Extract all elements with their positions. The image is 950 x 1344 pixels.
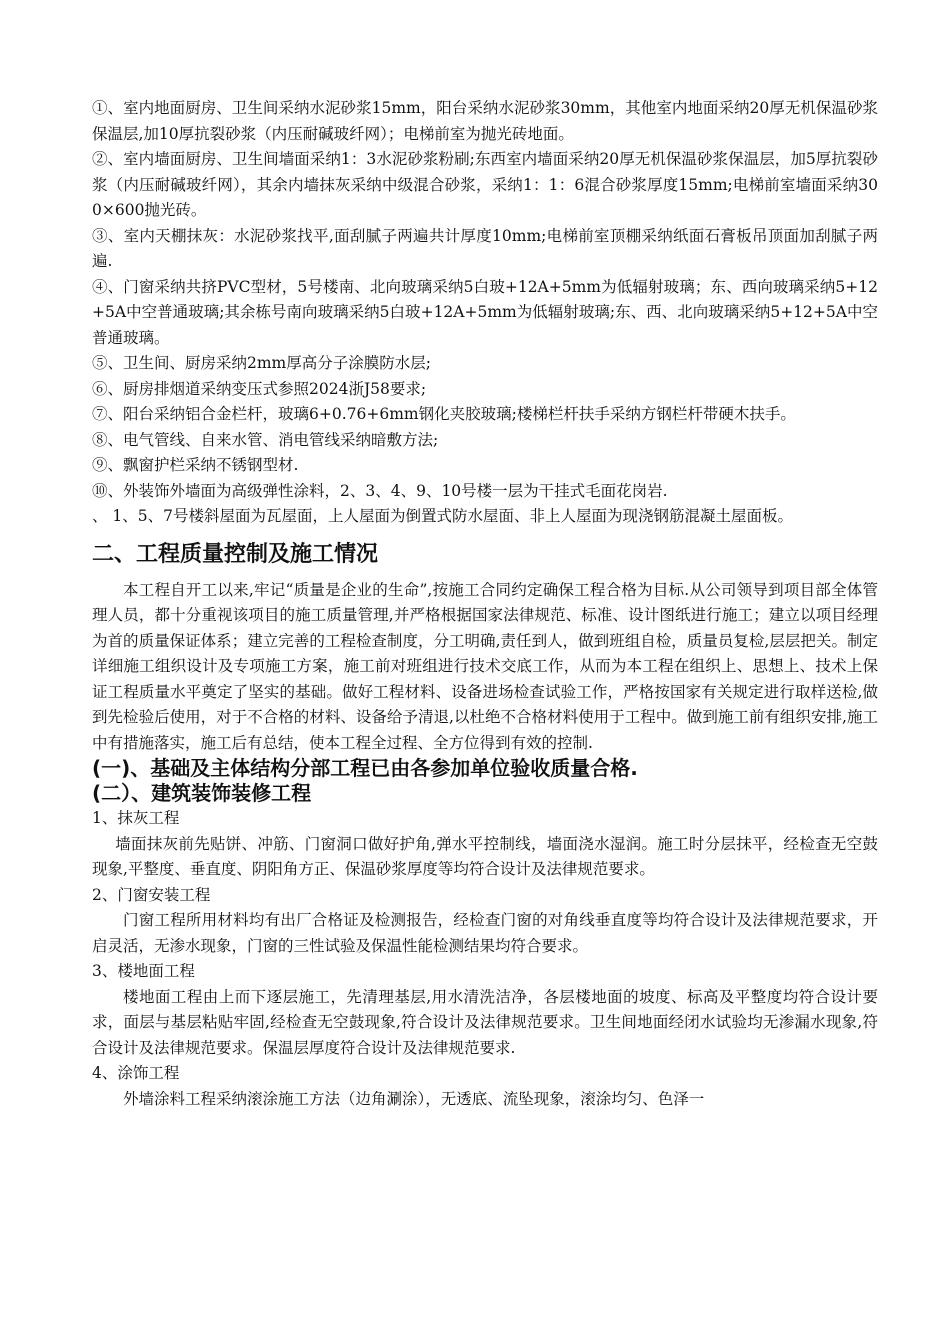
list-item: ①、室内地面厨房、卫生间采纳水泥砂浆15mm，阳台采纳水泥砂浆30mm，其他室内地面采纳20厚无机保温砂浆保温层,加10厚抗裂砂浆（内压耐碱玻纤网）；电梯前室为抛光砖地面。 <box>92 99 878 143</box>
list-item: ⑦、阳台采纳铝合金栏杆，玻璃6+0.76+6mm钢化夹胶玻璃;楼梯栏杆扶手采纳方钢栏杆带硬木扶手。 <box>92 405 796 423</box>
list-item: 、 1、5、7号楼斜屋面为瓦屋面，上人屋面为倒置式防水屋面、非上人屋面为现浇钢筋混凝土屋面板。 <box>92 507 794 525</box>
list-item: ②、室内墙面厨房、卫生间墙面采纳1：3水泥砂浆粉刷;东西室内墙面采纳20厚无机保温砂浆保温层，加5厚抗裂砂浆（内压耐碱玻纤网），其余内墙抹灰采纳中级混合砂浆，采纳1：1：6混合砂浆厚度15mm;电梯前室墙面采纳300×600抛光砖。 <box>92 150 878 219</box>
section-heading: 二、工程质量控制及施工情况 <box>92 541 379 567</box>
document-page <box>92 96 878 1112</box>
list-item: ⑨、飘窗护栏采纳不锈钢型材. <box>92 456 299 474</box>
list-item: ⑥、厨房排烟道采纳变压式参照2024浙J58要求; <box>92 379 427 398</box>
item-body: 门窗工程所用材料均有出厂合格证及检测报告，经检查门窗的对角线垂直度等均符合设计及法律规范要求，开启灵活，无渗水现象，门窗的三性试验及保温性能检测结果均符合要求。 <box>92 911 878 955</box>
subsection-heading-decoration: (二）、建筑装饰装修工程 <box>92 781 312 805</box>
item-body: 墙面抹灰前先贴饼、冲筋、门窗洞口做好护角,弹水平控制线，墙面浇水湿润。施工时分层抹平，经检查无空鼓现象,平整度、垂直度、阴阳角方正、保温砂浆厚度等均符合设计及法律规范要求。 <box>92 834 878 878</box>
list-item: ③、室内天棚抹灰：水泥砂浆找平,面刮腻子两遍共计厚度10mm;电梯前室顶棚采纳纸面石膏板吊顶面加刮腻子两遍. <box>92 226 878 270</box>
list-item: ④、门窗采纳共挤PVC型材，5号楼南、北向玻璃采纳5白玻+12A+5mm为低辐射玻璃；东、西向玻璃采纳5+12+5A中空普通玻璃;其余栋号南向玻璃采纳5白玻+12A+5mm为低辐射玻璃;东、西、北向玻璃采纳5+12+5A中空普通玻璃。 <box>92 277 878 347</box>
item-title: 2、门窗安装工程 <box>92 885 211 904</box>
item-body: 外墙涂料工程采纳滚涂施工方法（边角涮涂），无透底、流坠现象，滚涂均匀、色泽一 <box>123 1089 705 1108</box>
list-item: ⑩、外装饰外墙面为高级弹性涂料，2、3、4、9、10号楼一层为干挂式毛面花岗岩. <box>92 481 668 500</box>
subsection-heading-foundation: (一)、基础及主体结构分部工程已由各参加单位验收质量合格. <box>92 756 638 780</box>
item-title: 1、抹灰工程 <box>92 809 180 827</box>
section-intro-paragraph: 本工程自开工以来,牢记“质量是企业的生命”,按施工合同约定确保工程合格为目标.从公司领导到项目部全体管理人员，都十分重视该项目的施工质量管理,并严格根据国家法律规范、标准、设计图纸进行施工；建立以项目经理为首的质量保证体系；建立完善的工程检查制度，分工明确,责任到人，做到班组自检，质量员复检,层层把关。制定详细施工组织设计及专项施工方案，施工前对班组进行技术交底工作，从而为本工程在组织上、思想上、技术上保证工程质量水平奠定了坚实的基础。做好工程材料、设备进场检查试验工作，严格按国家有关规定进行取样送检,做到先检验后使用，对于不合格的材料、设备给予清退,以杜绝不合格材料使用于工程中。做到施工前有组织安排,施工中有措施落实，施工后有总结，使本工程全过程、全方位得到有效的控制. <box>92 580 878 752</box>
list-item: ⑤、卫生间、厨房采纳2mm厚高分子涂膜防水层; <box>92 354 431 372</box>
list-item: ⑧、电气管线、自来水管、消电管线采纳暗敷方法; <box>92 430 439 449</box>
item-title: 4、涂饰工程 <box>92 1064 180 1082</box>
item-body: 楼地面工程由上而下逐层施工，先清理基层,用水清洗洁净，各层楼地面的坡度、标高及平整度均符合设计要求，面层与基层粘贴牢固,经检查无空鼓现象,符合设计及法律规范要求。卫生间地面经闭水试验均无渗漏水现象,符合设计及法律规范要求。保温层厚度符合设计及法律规范要求. <box>92 987 878 1057</box>
item-title: 3、楼地面工程 <box>92 962 195 980</box>
